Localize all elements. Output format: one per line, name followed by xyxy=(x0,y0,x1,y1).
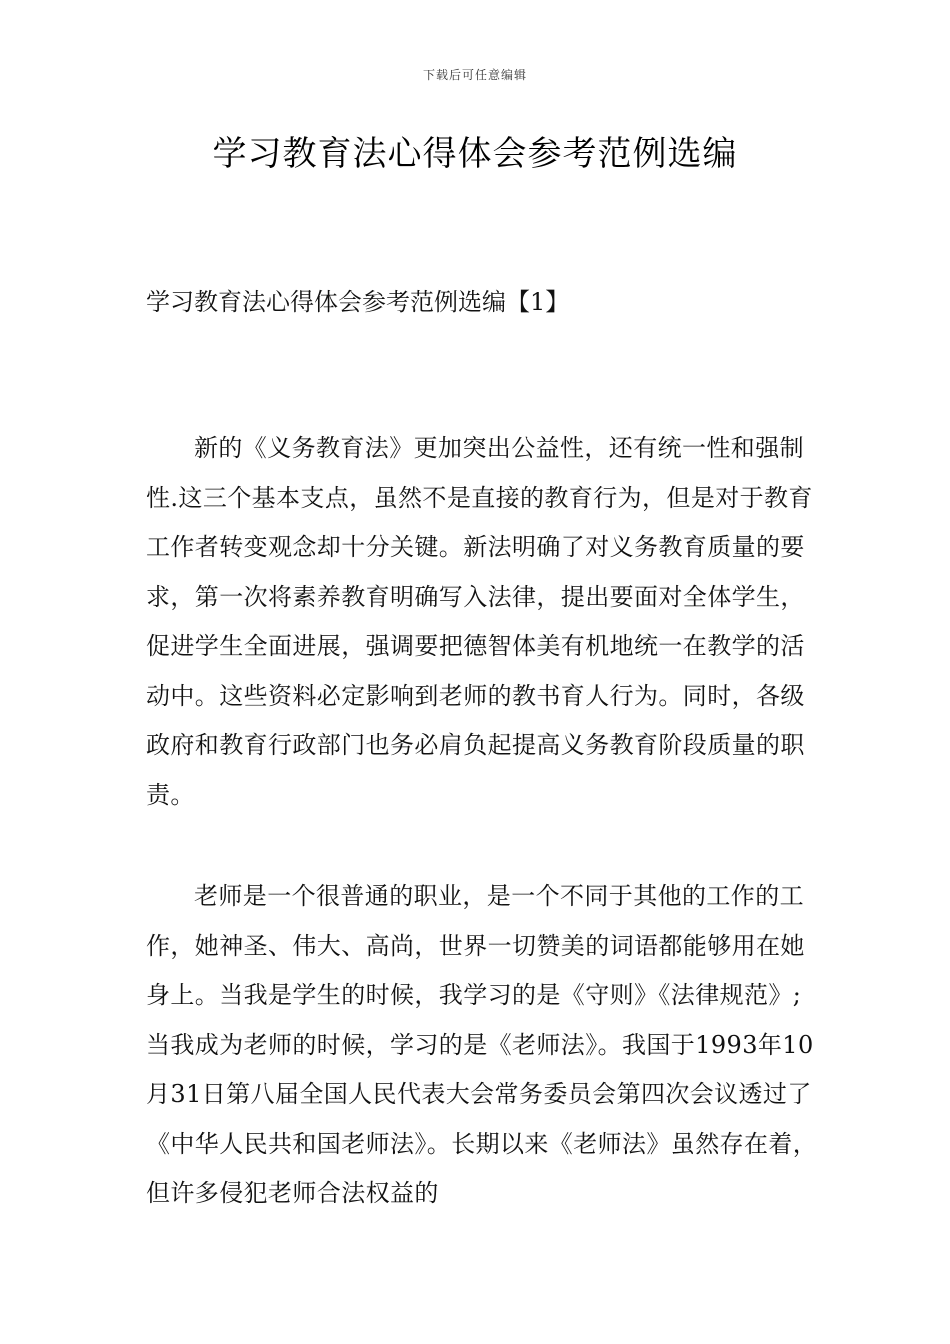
header-note: 下载后可任意编辑 xyxy=(422,68,527,82)
section-heading: 学习教育法心得体会参考范例选编【1】 xyxy=(146,288,570,316)
body-paragraph: 新的《义务教育法》更加突出公益性，还有统一性和强制性.这三个基本支点，虽然不是直接的教育行为，但是对于教育工作者转变观念却十分关键。新法明确了对义务教育质量的要求，第一次将素养教育明确写入法律，提出要面对全体学生，促进学生全面进展，强调要把德智体美有机地统一在教学的活动中。这些资料必定影响到老师的教书育人行为。同时，各级政府和教育行政部门也务必肩负起提高义务教育阶段质量的职责。 xyxy=(146,434,813,809)
body-paragraph: 老师是一个很普通的职业，是一个不同于其他的工作的工作，她神圣、伟大、高尚，世界一切赞美的词语都能够用在她身上。当我是学生的时候，我学习的是《守则》《法律规范》;当我成为老师的时候，学习的是《老师法》。我国于1993年10月31日第八届全国人民代表大会常务委员会第四次会议透过了《中华人民共和国老师法》。长期以来《老师法》虽然存在着，但许多侵犯老师合法权益的 xyxy=(146,882,818,1207)
document-title: 学习教育法心得体会参考范例选编 xyxy=(212,134,738,174)
